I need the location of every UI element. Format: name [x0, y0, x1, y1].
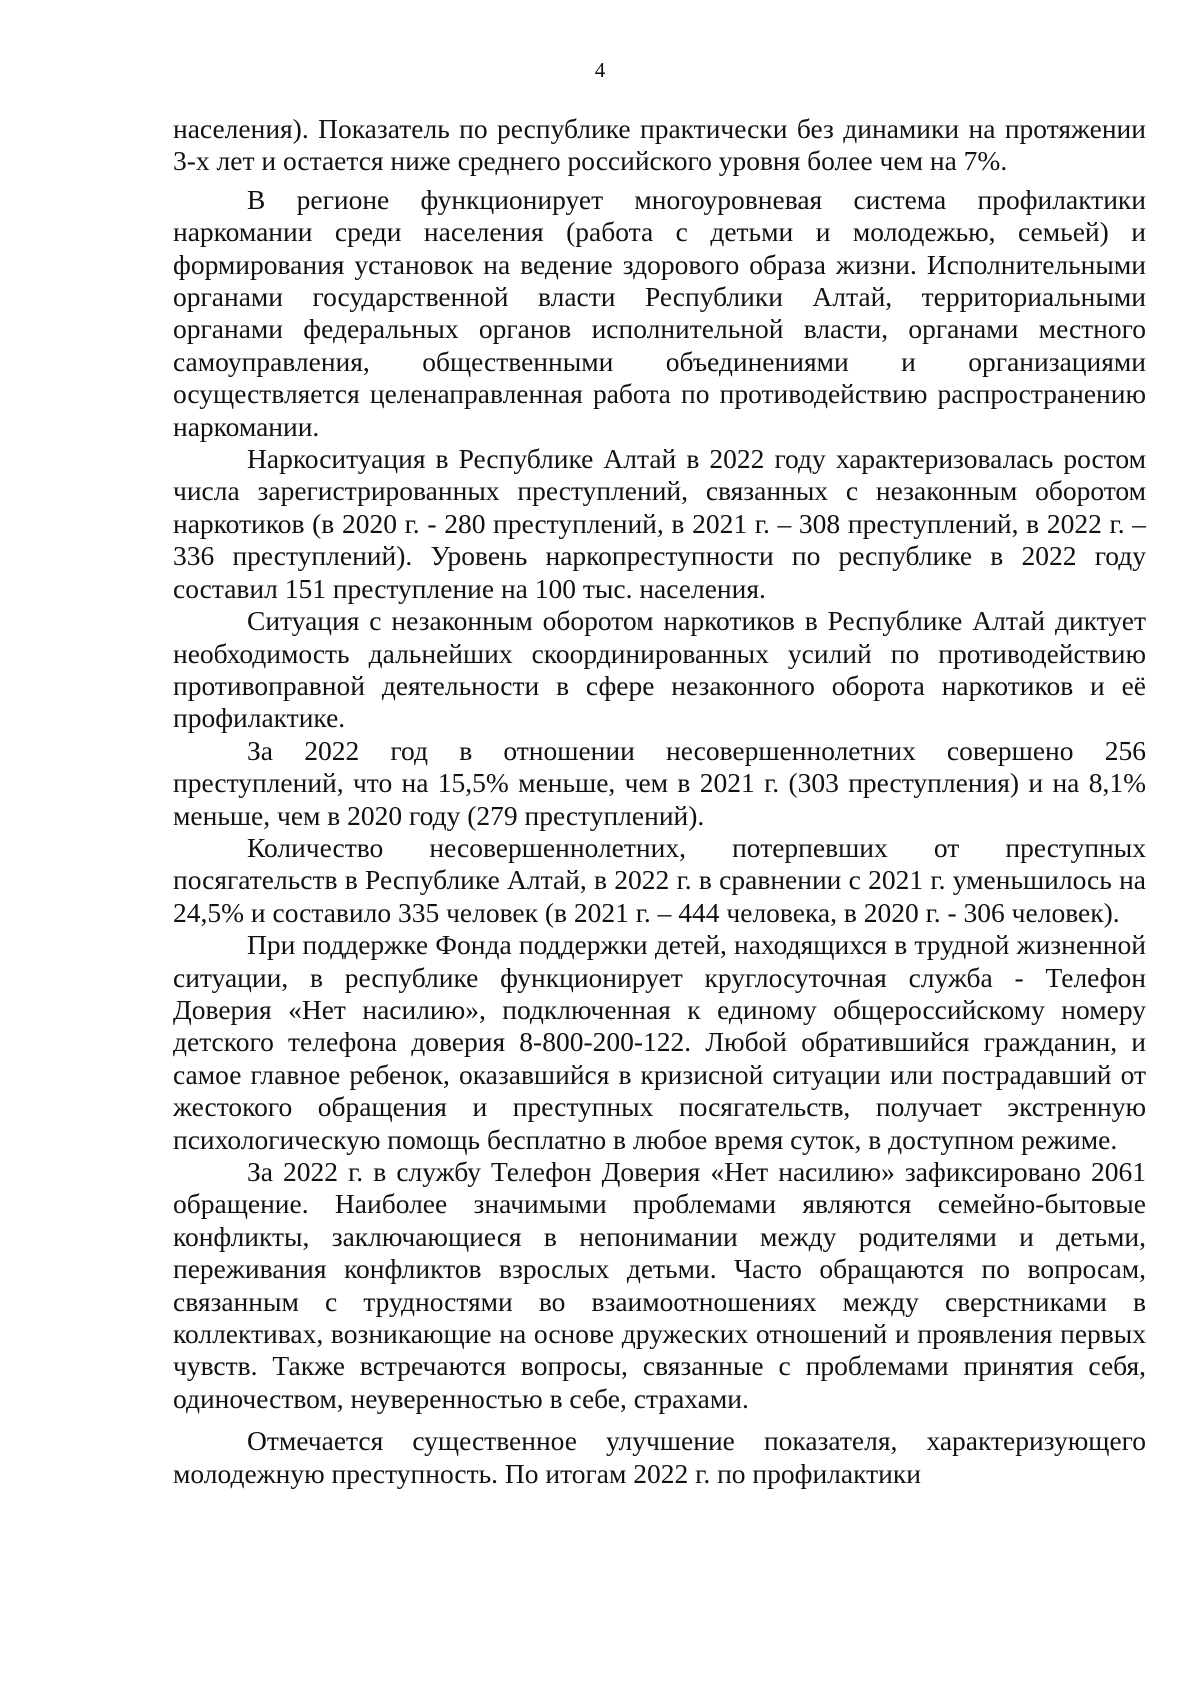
paragraph-4: Ситуация с незаконным оборотом наркотиков в Республике Алтай диктует необходимость дальнейших скоординированных усилий по противодействию противоправной деятельности в сфере незаконного оборота наркотиков и её профилактике.: [173, 605, 1146, 734]
paragraph-6: Количество несовершеннолетних, потерпевших от преступных посягательств в Республике Алтай, в 2022 г. в сравнении с 2021 г. уменьшилось на 24,5% и составило 335 человек (в 2021 г. – 444 человека, в 2020 г. - 306 человек).: [173, 831, 1146, 928]
paragraph-2: В регионе функционирует многоуровневая система профилактики наркомании среди населения (работа с детьми и молодежью, семьей) и формирования установок на ведение здорового образа жизни. Исполнительными органами государственной власти Республики Алтай, территориальными органами федеральных органов исполнительной власти, органами местного самоуправления, общественными объединениями и организациями осуществляется целенаправленная работа по противодействию распространению наркомании.: [173, 183, 1146, 442]
paragraph-3: Наркоситуация в Республике Алтай в 2022 году характеризовалась ростом числа зарегистрированных преступлений, связанных с незаконным оборотом наркотиков (в 2020 г. - 280 преступлений, в 2021 г. – 308 преступлений, в 2022 г. – 336 преступлений). Уровень наркопреступности по республике в 2022 году составил 151 преступление на 100 тыс. населения.: [173, 443, 1146, 604]
paragraph-5: За 2022 год в отношении несовершеннолетних совершено 256 преступлений, что на 15,5% меньше, чем в 2021 г. (303 преступления) и на 8,1% меньше, чем в 2020 году (279 преступлений).: [173, 734, 1146, 831]
document-body: [173, 113, 1146, 1490]
page-number: 4: [594, 58, 606, 82]
paragraph-8: За 2022 г. в службу Телефон Доверия «Нет насилию» зафиксировано 2061 обращение. Наиболее значимыми проблемами являются семейно-бытовые конфликты, заключающиеся в непонимании между родителями и детьми, переживания конфликтов взрослых детьми. Часто обращаются по вопросам, связанным с трудностями во взаимоотношениях между сверстниками в коллективах, возникающие на основе дружеских отношений и проявления первых чувств. Также встречаются вопросы, связанные с проблемами принятия себя, одиночеством, неуверенностью в себе, страхами.: [173, 1156, 1146, 1414]
paragraph-1: населения). Показатель по республике практически без динамики на протяжении 3-х лет и остается ниже среднего российского уровня более чем на 7%.: [173, 113, 1146, 177]
paragraph-7: При поддержке Фонда поддержки детей, находящихся в трудной жизненной ситуации, в республике функционирует круглосуточная служба - Телефон Доверия «Нет насилию», подключенная к единому общероссийскому номеру детского телефона доверия 8-800-200-122. Любой обратившийся гражданин, и самое главное ребенок, оказавшийся в кризисной ситуации или пострадавший от жестокого обращения и преступных посягательств, получает экстренную психологическую помощь бесплатно в любое время суток, в доступном режиме.: [173, 929, 1146, 1155]
paragraph-9: Отмечается существенное улучшение показателя, характеризующего молодежную преступность. По итогам 2022 г. по профилактики: [173, 1425, 1146, 1489]
